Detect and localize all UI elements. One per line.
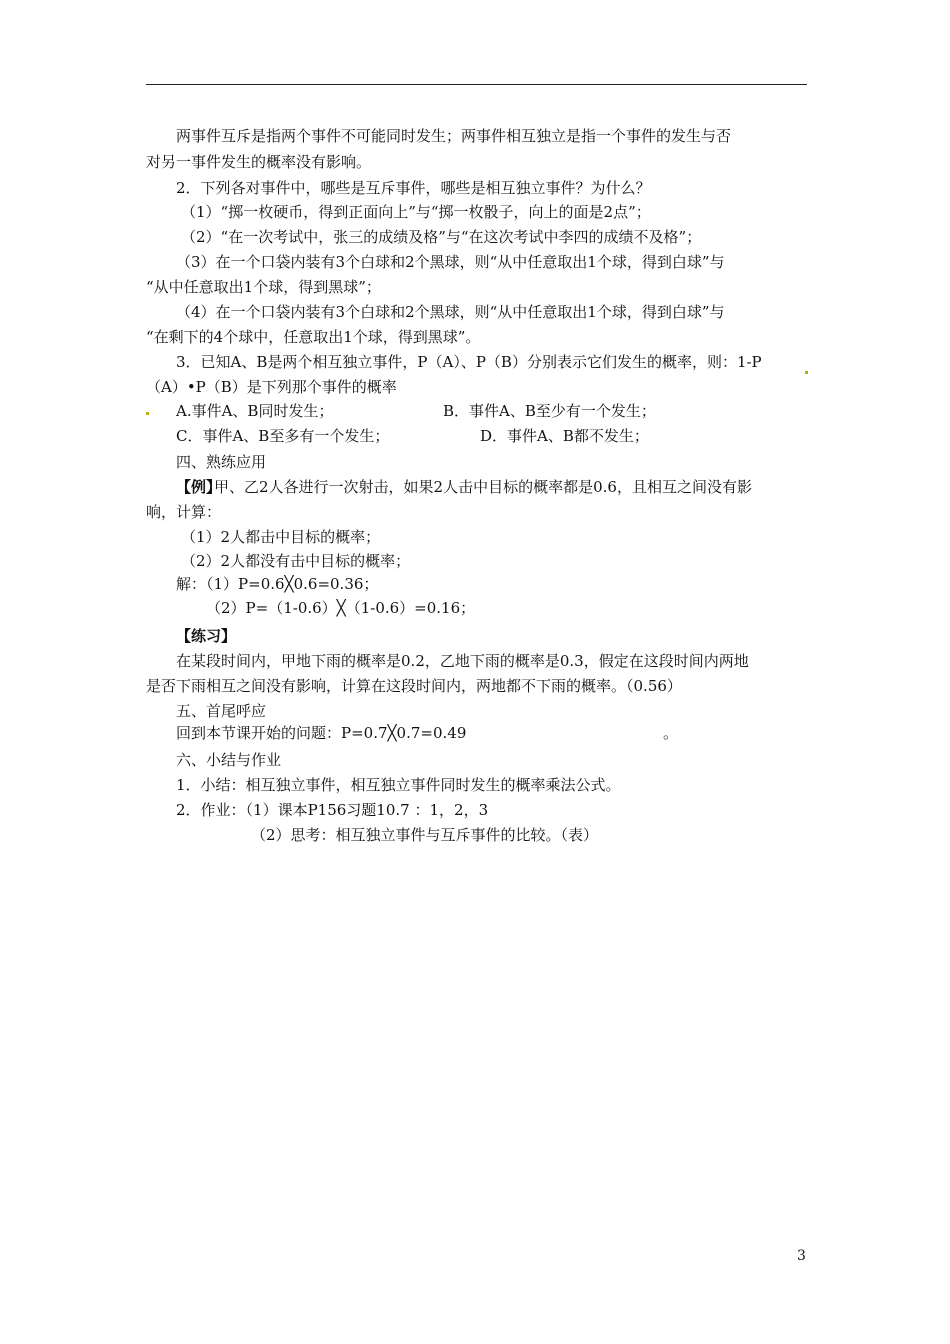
section-heading: 六、小结与作业 bbox=[176, 751, 282, 769]
text-line: 响，计算： bbox=[146, 503, 222, 521]
choice-c: C．事件A、B至多有一个发生； bbox=[176, 427, 390, 445]
choice-a: A.事件A、B同时发生； bbox=[176, 402, 334, 420]
text-line: 2．下列各对事件中，哪些是互斥事件，哪些是相互独立事件？为什么？ bbox=[176, 179, 651, 197]
text-line: 甲、乙2人各进行一次射击，如果2人击中目标的概率都是0.6，且相互之间没有影 bbox=[214, 478, 752, 496]
text-line: （1）“掷一枚硬币，得到正面向上”与“掷一枚骰子，向上的面是2点”； bbox=[181, 203, 651, 221]
text-line: （4）在一个口袋内装有3个白球和2个黑球，则“从中任意取出1个球，得到白球”与 bbox=[176, 303, 725, 321]
practice-label: 【练习】 bbox=[176, 627, 237, 645]
text-line: （2）“在一次考试中，张三的成绩及格”与“在这次考试中李四的成绩不及格”； bbox=[181, 228, 702, 246]
choice-d: D．事件A、B都不发生； bbox=[480, 427, 649, 445]
page-number: 3 bbox=[797, 1248, 806, 1264]
text-line: “从中任意取出1个球，得到黑球”； bbox=[146, 278, 381, 296]
text-line: 两事件互斥是指两个事件不可能同时发生；两事件相互独立是指一个事件的发生与否 bbox=[176, 127, 732, 145]
text-line: （2）思考：相互独立事件与互斥事件的比较。（表） bbox=[251, 826, 599, 844]
text-line: 解：（1）P=0.6╳0.6=0.36； bbox=[176, 575, 379, 593]
choice-b: B．事件A、B至少有一个发生； bbox=[443, 402, 656, 420]
marker-dot bbox=[805, 371, 808, 374]
text-line: （2）2人都没有击中目标的概率； bbox=[181, 552, 411, 570]
text-line: （2）P=（1-0.6）╳（1-0.6）=0.16； bbox=[206, 599, 476, 617]
example-label: 【例】 bbox=[176, 478, 222, 496]
text-line: （3）在一个口袋内装有3个白球和2个黑球，则“从中任意取出1个球，得到白球”与 bbox=[176, 253, 725, 271]
section-heading: 五、首尾呼应 bbox=[176, 702, 267, 720]
text-line: （1）2人都击中目标的概率； bbox=[181, 528, 381, 546]
section-heading: 四、熟练应用 bbox=[176, 453, 267, 471]
header-rule bbox=[146, 84, 807, 85]
text-line: “在剩下的4个球中，任意取出1个球，得到黑球”。 bbox=[146, 328, 481, 346]
text-line: 2．作业：（1）课本P156习题10.7 ：1，2，3 bbox=[176, 801, 489, 819]
text-line: 是否下雨相互之间没有影响，计算在这段时间内，两地都不下雨的概率。（0.56） bbox=[146, 677, 682, 695]
text-line: 3．已知A、B是两个相互独立事件，P（A）、P（B）分别表示它们发生的概率，则：1-P bbox=[176, 353, 762, 371]
text-line: 1．小结：相互独立事件，相互独立事件同时发生的概率乘法公式。 bbox=[176, 776, 621, 794]
text-line: 在某段时间内，甲地下雨的概率是0.2，乙地下雨的概率是0.3，假定在这段时间内两地 bbox=[176, 652, 749, 670]
text-line: 回到本节课开始的问题：P=0.7╳0.7=0.49 bbox=[176, 724, 467, 742]
text-line: 对另一事件发生的概率没有影响。 bbox=[146, 153, 372, 171]
text-line: 。 bbox=[663, 724, 679, 742]
text-line: （A）•P（B）是下列那个事件的概率 bbox=[146, 378, 397, 396]
marker-dot bbox=[146, 412, 149, 415]
